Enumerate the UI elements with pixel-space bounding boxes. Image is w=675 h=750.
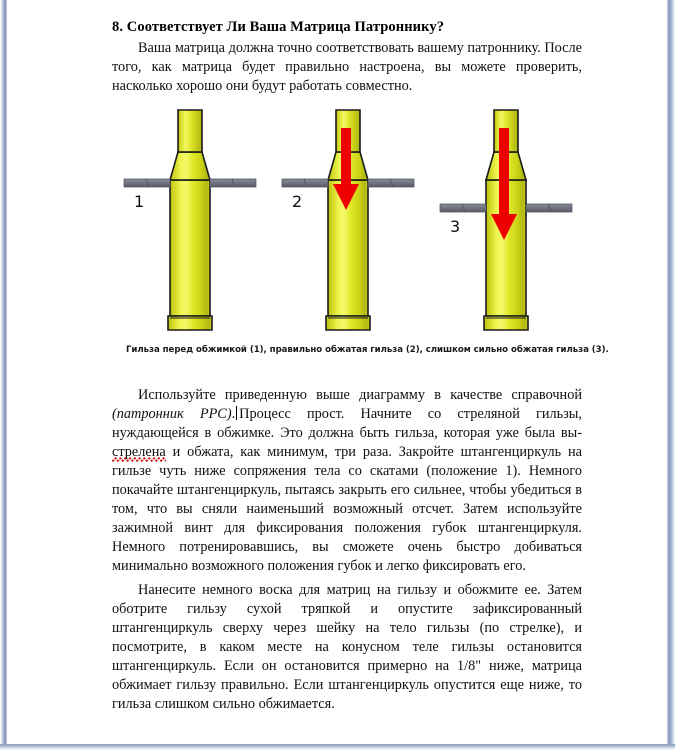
paragraph-2 (112, 386, 582, 576)
caliper-jaw-right-3 (526, 204, 572, 212)
cartridge-3 (440, 110, 572, 330)
page-right-edge (667, 0, 675, 750)
cartridge-2 (282, 110, 414, 330)
cartridge-label-1: 1 (134, 192, 145, 211)
caliper-jaw-left-3 (440, 204, 486, 212)
paragraph-3: Нанесите немного воска для матриц на гильзу и обожмите ее. Затем оботрите гильзу сухой тряпкой и опустите зафиксированный штангенциркуль сверху через шейку на тело гильзы (по стрелке), и посмотрите, в каком месте на конусном теле гильзы остановится штангенциркуль. Если он остановится примерно на 1/8" ниже, матрица обжимает гильзу правильно. Если штангенциркуль опустится еще ниже, то гильза слишком сильно обжимается. (112, 582, 582, 712)
cartridge-label-3: 3 (450, 217, 461, 236)
paragraph-2-rest-b: и обжата, как минимум, три раза. Закройте штангенциркуль на гильзе чуть ниже сопряжения тела со скатами (положение 1). Немного покачайте штангенциркуль, пытаясь закрыть его сильнее, чтобы убедиться в том, что вы сняли наименьший возможный отсчет. Затем используйте зажимной винт для фиксирования положения губок штангенциркуля. Немного потренировавшись, вы сможете очень быстро добиваться минимально возможного положения губок и легко фиксировать его. (112, 444, 582, 574)
paragraph-2-lead: Используйте приведенную выше диаграмму в качестве справочной (138, 387, 582, 403)
text-cursor[interactable] (236, 406, 237, 420)
intro-paragraph: Ваша матрица должна точно соответствовать вашему патроннику. После того, как матрица будет правильно настроена, вы можете проверить, насколько хорошо они будут работать совместно. (112, 40, 582, 95)
page-left-edge (0, 0, 7, 750)
paragraph-2-rest-a: Процесс прост. Начните со стреляной гильзы, нуждающейся в обжимке. Это должна быть гильза, которая уже была вы- (112, 406, 582, 441)
document-text-column-lower (112, 386, 582, 714)
section-heading: 8. Соответствует Ли Ваша Матрица Патроннику? (112, 19, 445, 35)
paragraph-2-italic-term: (патронник PPC) (112, 406, 232, 422)
caliper-jaw-left-2 (282, 179, 328, 187)
figure-caption: Гильза перед обжимкой (1), правильно обжатая гильза (2), слишком сильно обжатая гильза (3). (126, 345, 609, 355)
caliper-jaw-right-1 (210, 179, 256, 187)
caliper-jaw-left-1 (124, 179, 170, 187)
cartridge-diagram-image (112, 106, 582, 346)
cartridge-diagram-figure (112, 106, 609, 371)
cartridge-1 (124, 110, 256, 330)
document-text-column (112, 18, 582, 96)
cartridge-label-2: 2 (292, 192, 303, 211)
misspelled-word[interactable]: стрелена (112, 444, 166, 460)
caliper-jaw-right-2 (368, 179, 414, 187)
paragraph-2-after-italic: . (231, 406, 236, 422)
page-bottom-edge (0, 744, 675, 750)
